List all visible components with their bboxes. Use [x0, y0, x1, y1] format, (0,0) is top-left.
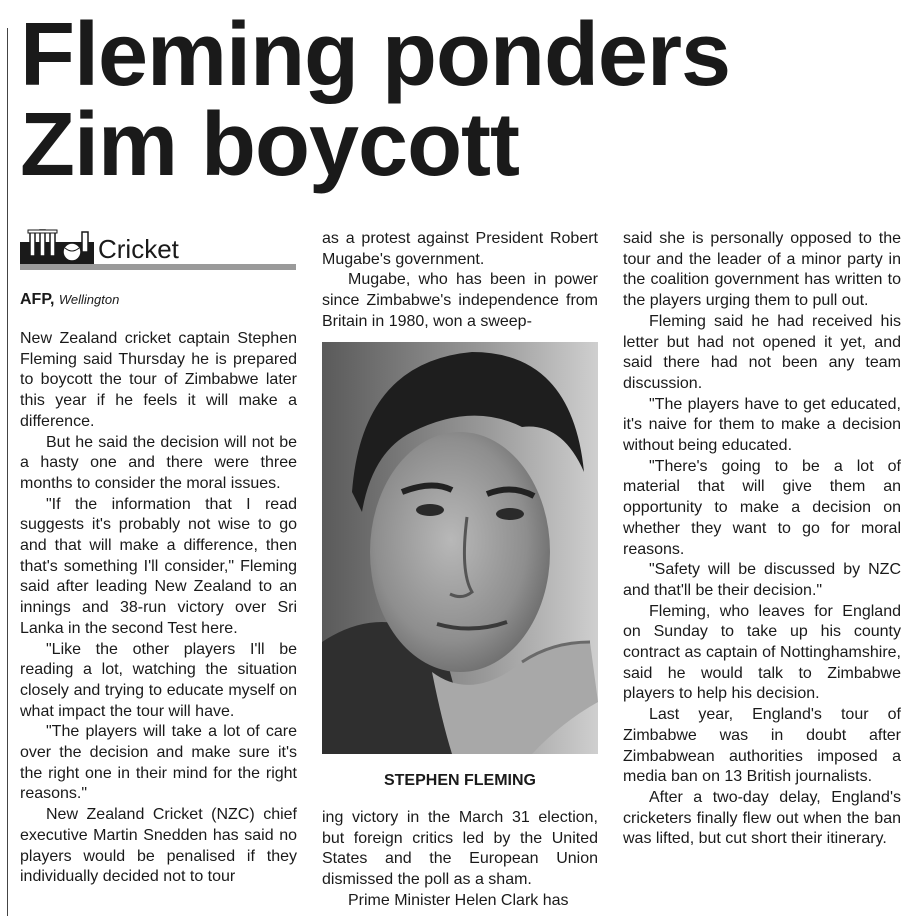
- portrait-image: [322, 342, 598, 754]
- column-rule: [7, 28, 8, 916]
- paragraph: New Zealand Cricket (NZC) chief executive Martin Snedden has said no players would be penalised if they individually decided not to tour: [20, 806, 297, 886]
- paragraph: Fleming, who leaves for England on Sunday to take up his county contract as captain of Nottinghamshire, said he would talk to Zimbabwe players to help his decision.: [623, 602, 901, 703]
- portrait-photo: [322, 342, 598, 754]
- paragraph: "There's going to be a lot of material that will give them an opportunity to make a decision on whether they want to go for moral reasons.: [623, 457, 901, 558]
- section-bar: [20, 264, 296, 270]
- paragraph: ing victory in the March 31 election, but foreign critics led by the United States and the European Union dismissed the poll as a sham.: [322, 809, 598, 889]
- paragraph: Mugabe, who has been in power since Zimbabwe's independence from Britain in 1980, won a sweep-: [322, 271, 598, 330]
- paragraph: But he said the decision will not be a hasty one and there were three months to consider the moral issues.: [20, 433, 297, 492]
- article-column-1: [20, 329, 297, 888]
- paragraph: "Safety will be discussed by NZC and that'll be their decision.": [623, 561, 901, 599]
- cricket-stumps-icon: [20, 228, 94, 266]
- paragraph: Prime Minister Helen Clark has: [348, 891, 569, 909]
- paragraph: Fleming said he had received his letter but had not opened it yet, and said there had not been any team discussion.: [623, 312, 901, 392]
- headline-line-2: Zim boycott: [20, 95, 519, 195]
- paragraph: New Zealand cricket captain Stephen Fleming said Thursday he is prepared to boycott the tour of Zimbabwe later this year if he feels it will make a difference.: [20, 330, 297, 430]
- paragraph: as a protest against President Robert Mugabe's government.: [322, 230, 598, 268]
- article-column-2-bottom: [322, 808, 598, 912]
- paragraph: "The players have to get educated, it's naive for them to make a decision without being educated.: [623, 395, 901, 455]
- paragraph: After a two-day delay, England's cricketers finally flew out when the ban was lifted, but cut short their itinerary.: [623, 788, 901, 848]
- paragraph: "If the information that I read suggests it's probably not wise to go and that will make a difference, then that's something I'll consider," Fleming said after leading New Zealand to an innings and 38-run victory over Sri Lanka in the second Test here.: [20, 495, 297, 637]
- headline: [20, 5, 731, 195]
- section-tag: [20, 228, 296, 270]
- paragraph: said she is personally opposed to the tour and the leader of a minor party in the coalition government has written to the players urging them to pull out.: [623, 230, 901, 310]
- photo-caption: STEPHEN FLEMING: [383, 772, 536, 789]
- paragraph: Last year, England's tour of Zimbabwe was in doubt after Zimbabwean authorities imposed a media ban on 13 British journalists.: [623, 706, 901, 786]
- section-label: Cricket: [98, 234, 179, 264]
- byline-agency: AFP,: [20, 291, 55, 308]
- byline: [20, 290, 119, 310]
- headline-line-1: Fleming ponders: [20, 5, 731, 105]
- paragraph: "The players will take a lot of care over the decision and make sure it's the right one in their mind for the right reasons.": [20, 723, 297, 803]
- article-column-2-top: [322, 229, 598, 333]
- paragraph: "Like the other players I'll be reading a lot, watching the situation closely and trying to educate myself on what impact the tour will have.: [20, 640, 297, 720]
- article-column-3: [623, 229, 901, 850]
- byline-place: Wellington: [58, 292, 120, 307]
